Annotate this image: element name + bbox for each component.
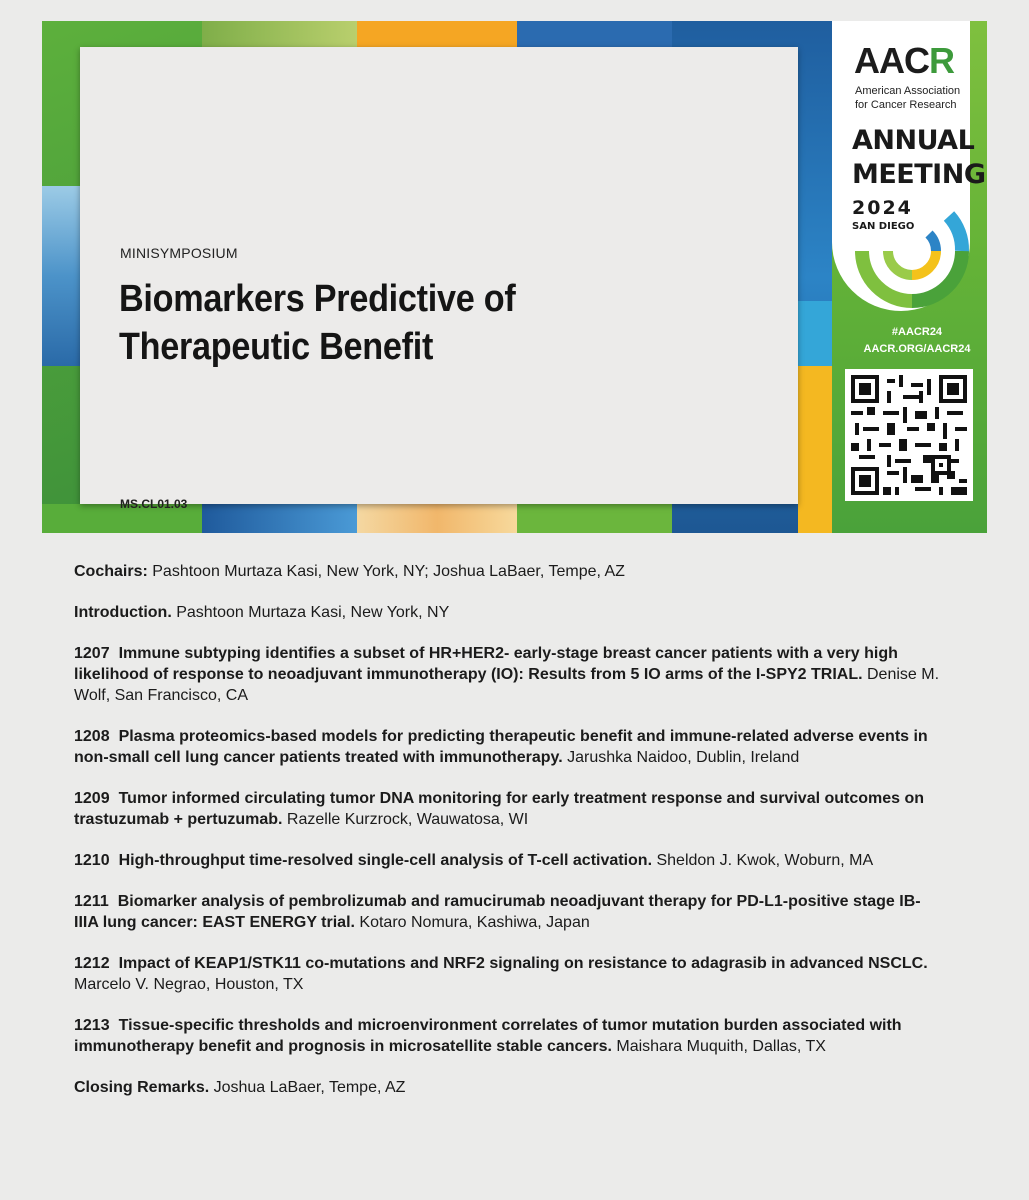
talk-item — [74, 953, 944, 995]
talk-item — [74, 850, 944, 871]
talk-speaker: Denise M. Wolf, San Francisco, CA — [74, 666, 940, 704]
talk-item — [74, 1015, 944, 1057]
introduction-line — [74, 602, 944, 623]
qr-code-graphic — [851, 375, 967, 495]
talk-title: Tissue-specific thresholds and microenvironment correlates of tumor mutation burden associated with immunotherapy benefit and prognosis in microsatellite stable cancers. — [74, 1017, 902, 1055]
banner-tile-green-bottom-mid — [517, 504, 672, 533]
session-program — [74, 561, 944, 1118]
talk-speaker: Sheldon J. Kwok, Woburn, MA — [652, 852, 874, 869]
talk-title: Biomarker analysis of pembrolizumab and ramucirumab neoadjuvant therapy for PD-L1-positive stage IB-IIIA lung cancer: EAST ENERGY trial. — [74, 893, 921, 931]
cochairs-names: Pashtoon Murtaza Kasi, New York, NY; Joshua LaBaer, Tempe, AZ — [147, 563, 625, 580]
talk-title: Tumor informed circulating tumor DNA monitoring for early treatment response and survival outcomes on trastuzumab + pertuzumab. — [74, 790, 925, 828]
cochairs-line — [74, 561, 944, 582]
aacr-panel — [832, 21, 987, 533]
banner-tile-green-top — [202, 21, 357, 47]
talk-number: 1212 — [74, 955, 110, 972]
talk-item — [74, 891, 944, 933]
talk-item — [74, 726, 944, 768]
talk-speaker: Jarushka Naidoo, Dublin, Ireland — [562, 749, 800, 766]
closing-label: Closing Remarks. — [74, 1079, 210, 1096]
talk-number: 1210 — [74, 852, 110, 869]
banner-tile-orange — [357, 21, 517, 47]
talk-title: Impact of KEAP1/STK11 co-mutations and NRF2 signaling on resistance to adagrasib in advanced NSCLC. — [118, 955, 928, 972]
meeting-rings-emblem — [852, 191, 972, 311]
talk-number: 1211 — [74, 893, 109, 910]
meeting-meeting: MEETING — [852, 159, 986, 190]
session-title-line-1: Biomarkers Predictive of — [119, 278, 516, 320]
aacr-hashtag: #AACR24 — [891, 326, 943, 338]
talk-title: Immune subtyping identifies a subset of HR+HER2- early-stage breast cancer patients with a very high likelihood of response to neoadjuvant immunotherapy (IO): Results from 5 IO arms of the I-SPY2 TRIAL. — [74, 645, 898, 683]
talk-number: 1208 — [74, 728, 110, 745]
aacr-logo: AACR — [854, 40, 954, 81]
session-title-line-2: Therapeutic Benefit — [119, 326, 434, 368]
talk-number: 1209 — [74, 790, 110, 807]
talk-number: 1207 — [74, 645, 110, 662]
meeting-year: 2024 — [852, 197, 913, 219]
talk-item — [74, 643, 944, 706]
talk-speaker: Maishara Muquith, Dallas, TX — [611, 1038, 826, 1055]
banner-tile-vials-bottom — [357, 504, 517, 533]
meeting-annual: ANNUAL — [852, 125, 975, 156]
banner-tile-cyan — [798, 301, 832, 366]
talk-speaker: Marcelo V. Negrao, Houston, TX — [74, 976, 304, 993]
banner-tile-cells-bottom — [202, 504, 357, 533]
aacr-logo-card — [832, 21, 986, 311]
session-banner — [42, 21, 987, 533]
talk-item — [74, 788, 944, 830]
talk-title: High-throughput time-resolved single-cell analysis of T-cell activation. — [118, 852, 653, 869]
session-title-card — [80, 47, 798, 511]
talk-speaker: Kotaro Nomura, Kashiwa, Japan — [354, 914, 590, 931]
talk-speaker: Razelle Kurzrock, Wauwatosa, WI — [282, 811, 529, 828]
aacr-org-line-1: American Association — [855, 85, 961, 97]
session-kicker: MINISYMPOSIUM — [120, 245, 238, 261]
introduction-speaker: Pashtoon Murtaza Kasi, New York, NY — [171, 604, 450, 621]
meeting-city: SAN DIEGO — [852, 221, 915, 232]
banner-tile-yellow — [798, 366, 832, 533]
talk-number: 1213 — [74, 1017, 110, 1034]
closing-speaker: Joshua LaBaer, Tempe, AZ — [209, 1079, 406, 1096]
session-title — [119, 275, 659, 371]
aacr-url: AACR.ORG/AACR24 — [863, 343, 971, 355]
session-code: MS.CL01.03 — [120, 497, 188, 511]
banner-tile-photo-cells — [42, 186, 82, 366]
aacr-org-line-2: for Cancer Research — [855, 99, 957, 111]
introduction-label: Introduction. — [74, 604, 172, 621]
cochairs-label: Cochairs: — [74, 563, 148, 580]
talk-title: Plasma proteomics-based models for predicting therapeutic benefit and immune-related adverse events in non-small cell lung cancer patients treated with immunotherapy. — [74, 728, 928, 766]
closing-line — [74, 1077, 944, 1098]
qr-code — [845, 369, 973, 501]
